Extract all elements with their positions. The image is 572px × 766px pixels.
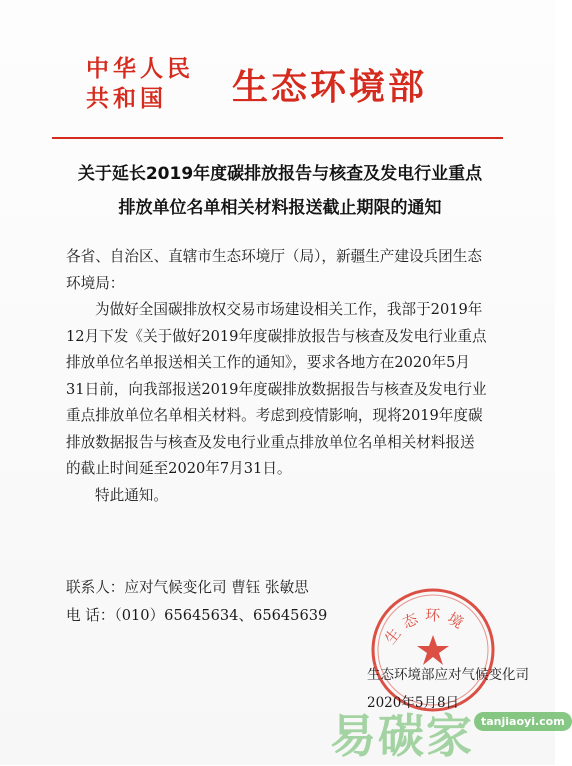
title-line1: 关于延长2019年度碳排放报告与核查及发电行业重点 [77,164,483,184]
paragraph-line: 的截止时间延至2020年7月31日。 [66,460,292,477]
watermark-logo: 易碳家 [330,709,474,763]
signature-office: 生态环境部应对气候变化司 [367,667,529,683]
signature-date: 2020年5月8日 [367,695,460,711]
watermark-domain: tanjiaoyi.com [474,712,572,731]
ministry-name: 生态环境部 [232,67,428,108]
org-name-line1: 中华人民 [86,56,194,82]
paragraph-line: 31日前，向我部报送2019年度碳排放数据报告与核查及发电行业 [66,380,487,398]
paragraph-line: 排放单位名单报送相关工作的通知》，要求各地方在2020年5月 [66,354,470,371]
org-name [86,54,216,114]
paragraph-line: 为做好全国碳排放权交易市场建设相关工作，我部于2019年 [95,301,483,318]
contact-phone: 电 话：（010）65645634、65645639 [66,607,328,624]
org-name-line2: 共和国 [86,86,167,112]
document-title [50,157,510,225]
site-watermark [330,700,565,763]
salutation-line1: 各省、自治区、直辖市生态环境厅（局），新疆生产建设兵团生态 [66,248,482,265]
header-rule [52,137,503,139]
paragraph-line: 重点排放单位名单相关材料。考虑到疫情影响，现将2019年度碳 [66,407,483,424]
title-line2: 排放单位名单相关材料报送截止期限的通知 [118,198,442,218]
paragraph-line: 12月下发《关于做好2019年度碳排放报告与核查及发电行业重点 [66,327,487,345]
paragraph-line: 排放数据报告与核查及发电行业重点排放单位名单相关材料报送 [66,433,475,451]
contact-person: 联系人：应对气候变化司 曹钰 张敏思 [66,579,309,596]
document-body [66,244,496,509]
closing-line: 特此通知。 [95,486,168,504]
salutation-line2: 环境局： [66,274,125,292]
seal-text: 生态环境 [380,605,472,648]
svg-text:生态环境 [381,606,472,648]
contact-block [66,574,327,630]
